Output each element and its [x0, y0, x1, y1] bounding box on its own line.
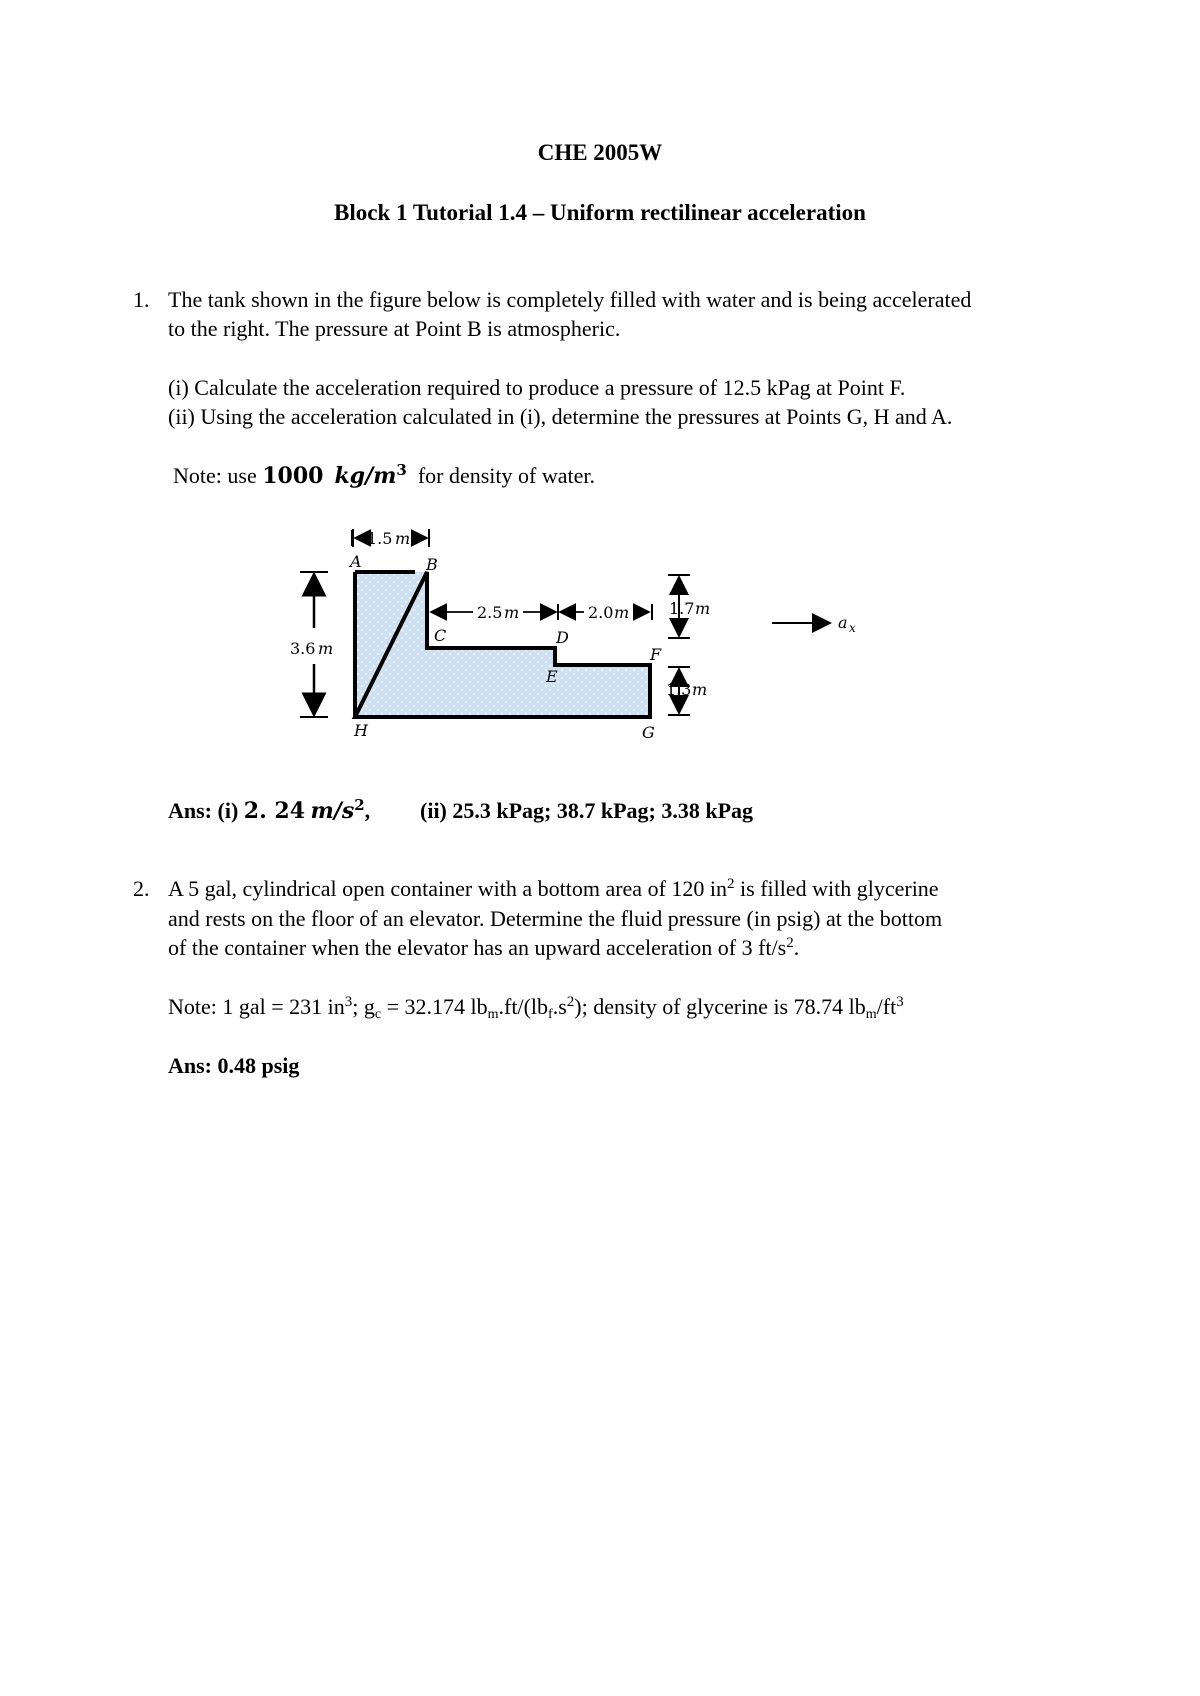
- dim-right-top: [668, 575, 710, 638]
- q2-line1-exp: 2: [727, 876, 735, 892]
- q2-note-a: Note: 1 gal = 231 in: [168, 994, 345, 1019]
- q1-ans-label: Ans: (i): [168, 798, 244, 823]
- label-e: E: [546, 667, 558, 686]
- dim-right-bottom: [666, 667, 707, 715]
- q1-ans-i-value: 2. 24: [243, 798, 306, 824]
- dim-left: [290, 572, 333, 717]
- q1-part-ii: (ii) Using the acceleration calculated in (i), determine the pressures at Points G, H and A.: [168, 404, 953, 429]
- dim-right-top-value: 1.7: [669, 599, 695, 618]
- course-code: CHE 2005W: [537, 140, 663, 165]
- q2-note-exp2: 2: [566, 994, 575, 1010]
- q1-note-units: kg/m: [334, 463, 397, 489]
- q2-note-d: .ft/(lb: [498, 994, 549, 1019]
- q1-ans-i-comma: ,: [364, 798, 371, 823]
- q1-note: [173, 461, 595, 489]
- label-d: D: [556, 628, 569, 647]
- dim-df-unit: m: [614, 603, 630, 622]
- label-h: H: [354, 721, 368, 740]
- dim-top-value: 1.5: [367, 529, 393, 548]
- q2-number: 2.: [133, 876, 150, 901]
- q2-line3-a: of the container when the elevator has an upward acceleration of 3 ft/s: [168, 935, 787, 960]
- q1-note-prefix: Note: use: [173, 463, 263, 488]
- q2-text-line2: and rests on the floor of an elevator. Determine the fluid pressure (in psig) at the bottom: [168, 906, 943, 931]
- q2-note-sub-m1: m: [487, 1007, 499, 1022]
- q2-note-b: ; g: [352, 994, 375, 1019]
- dim-left-value: 3.6: [290, 639, 316, 658]
- q2-note-e: .s: [552, 994, 567, 1019]
- q2-note-exp1: 3: [344, 994, 353, 1010]
- q2-note-f: ); density of glycerine is 78.74 lb: [574, 994, 866, 1019]
- q2-text-line3: [168, 937, 799, 959]
- q1-number: 1.: [133, 287, 150, 312]
- q1-text-line1: The tank shown in the figure below is completely filled with water and is being accelerated: [168, 287, 972, 312]
- q2-line3-exp: 2: [786, 935, 794, 951]
- q2-line3-b: .: [793, 935, 800, 960]
- dim-top-svg: [345, 526, 455, 550]
- dim-right-bottom-unit: m: [692, 680, 708, 699]
- tank-figure: [290, 552, 900, 750]
- label-f: F: [650, 645, 662, 664]
- q1-note-density: 1000: [262, 463, 324, 489]
- q1-text-line2: to the right. The pressure at Point B is atmospheric.: [168, 316, 621, 341]
- q1-note-units-exp: 3: [396, 461, 407, 479]
- q2-note-sub-f: f: [548, 1007, 553, 1022]
- q2-note-c: = 32.174 lb: [381, 994, 488, 1019]
- q2-note-exp3: 3: [896, 994, 904, 1010]
- q2-note-sub-m2: m: [865, 1007, 877, 1022]
- q1-ans-i-exp: 2: [354, 796, 365, 814]
- dim-top-unit: m: [395, 529, 411, 548]
- q2-line1-b: is filled with glycerine: [734, 876, 939, 901]
- q2-note: [168, 994, 904, 1022]
- dim-bc-unit: m: [504, 603, 520, 622]
- q1-note-suffix: for density of water.: [412, 463, 595, 488]
- tank-water-fill: [355, 572, 650, 717]
- q1-answer-i: [168, 796, 371, 824]
- dim-df: [560, 603, 652, 622]
- tutorial-title: Block 1 Tutorial 1.4 – Uniform rectilinear acceleration: [334, 200, 866, 225]
- dim-right-bottom-value: 1.3: [666, 680, 692, 699]
- dim-right-top-unit: m: [695, 599, 711, 618]
- q2-line1-a: A 5 gal, cylindrical open container with a bottom area of 120 in: [168, 876, 728, 901]
- accel-sub: x: [849, 621, 856, 635]
- label-a: A: [350, 552, 362, 571]
- label-g: G: [642, 723, 655, 742]
- q2-answer: Ans: 0.48 psig: [168, 1053, 300, 1078]
- accel-label: a: [838, 613, 848, 632]
- dim-left-unit: m: [318, 639, 334, 658]
- q1-ans-i-units: m/s: [310, 798, 355, 824]
- dim-bc-value: 2.5: [477, 603, 503, 622]
- dim-bc: [431, 603, 558, 622]
- q2-note-g: /ft: [876, 994, 897, 1019]
- q2-note-sub-c: c: [374, 1007, 382, 1022]
- q2-text-line1: [168, 878, 939, 900]
- q1-answer-ii: (ii) 25.3 kPag; 38.7 kPag; 3.38 kPag: [420, 798, 754, 823]
- label-b: B: [426, 555, 438, 574]
- acceleration-arrow: [772, 613, 856, 635]
- label-c: C: [434, 626, 447, 645]
- q1-part-i: (i) Calculate the acceleration required to produce a pressure of 12.5 kPag at Point F.: [168, 375, 906, 400]
- dim-df-value: 2.0: [588, 603, 614, 622]
